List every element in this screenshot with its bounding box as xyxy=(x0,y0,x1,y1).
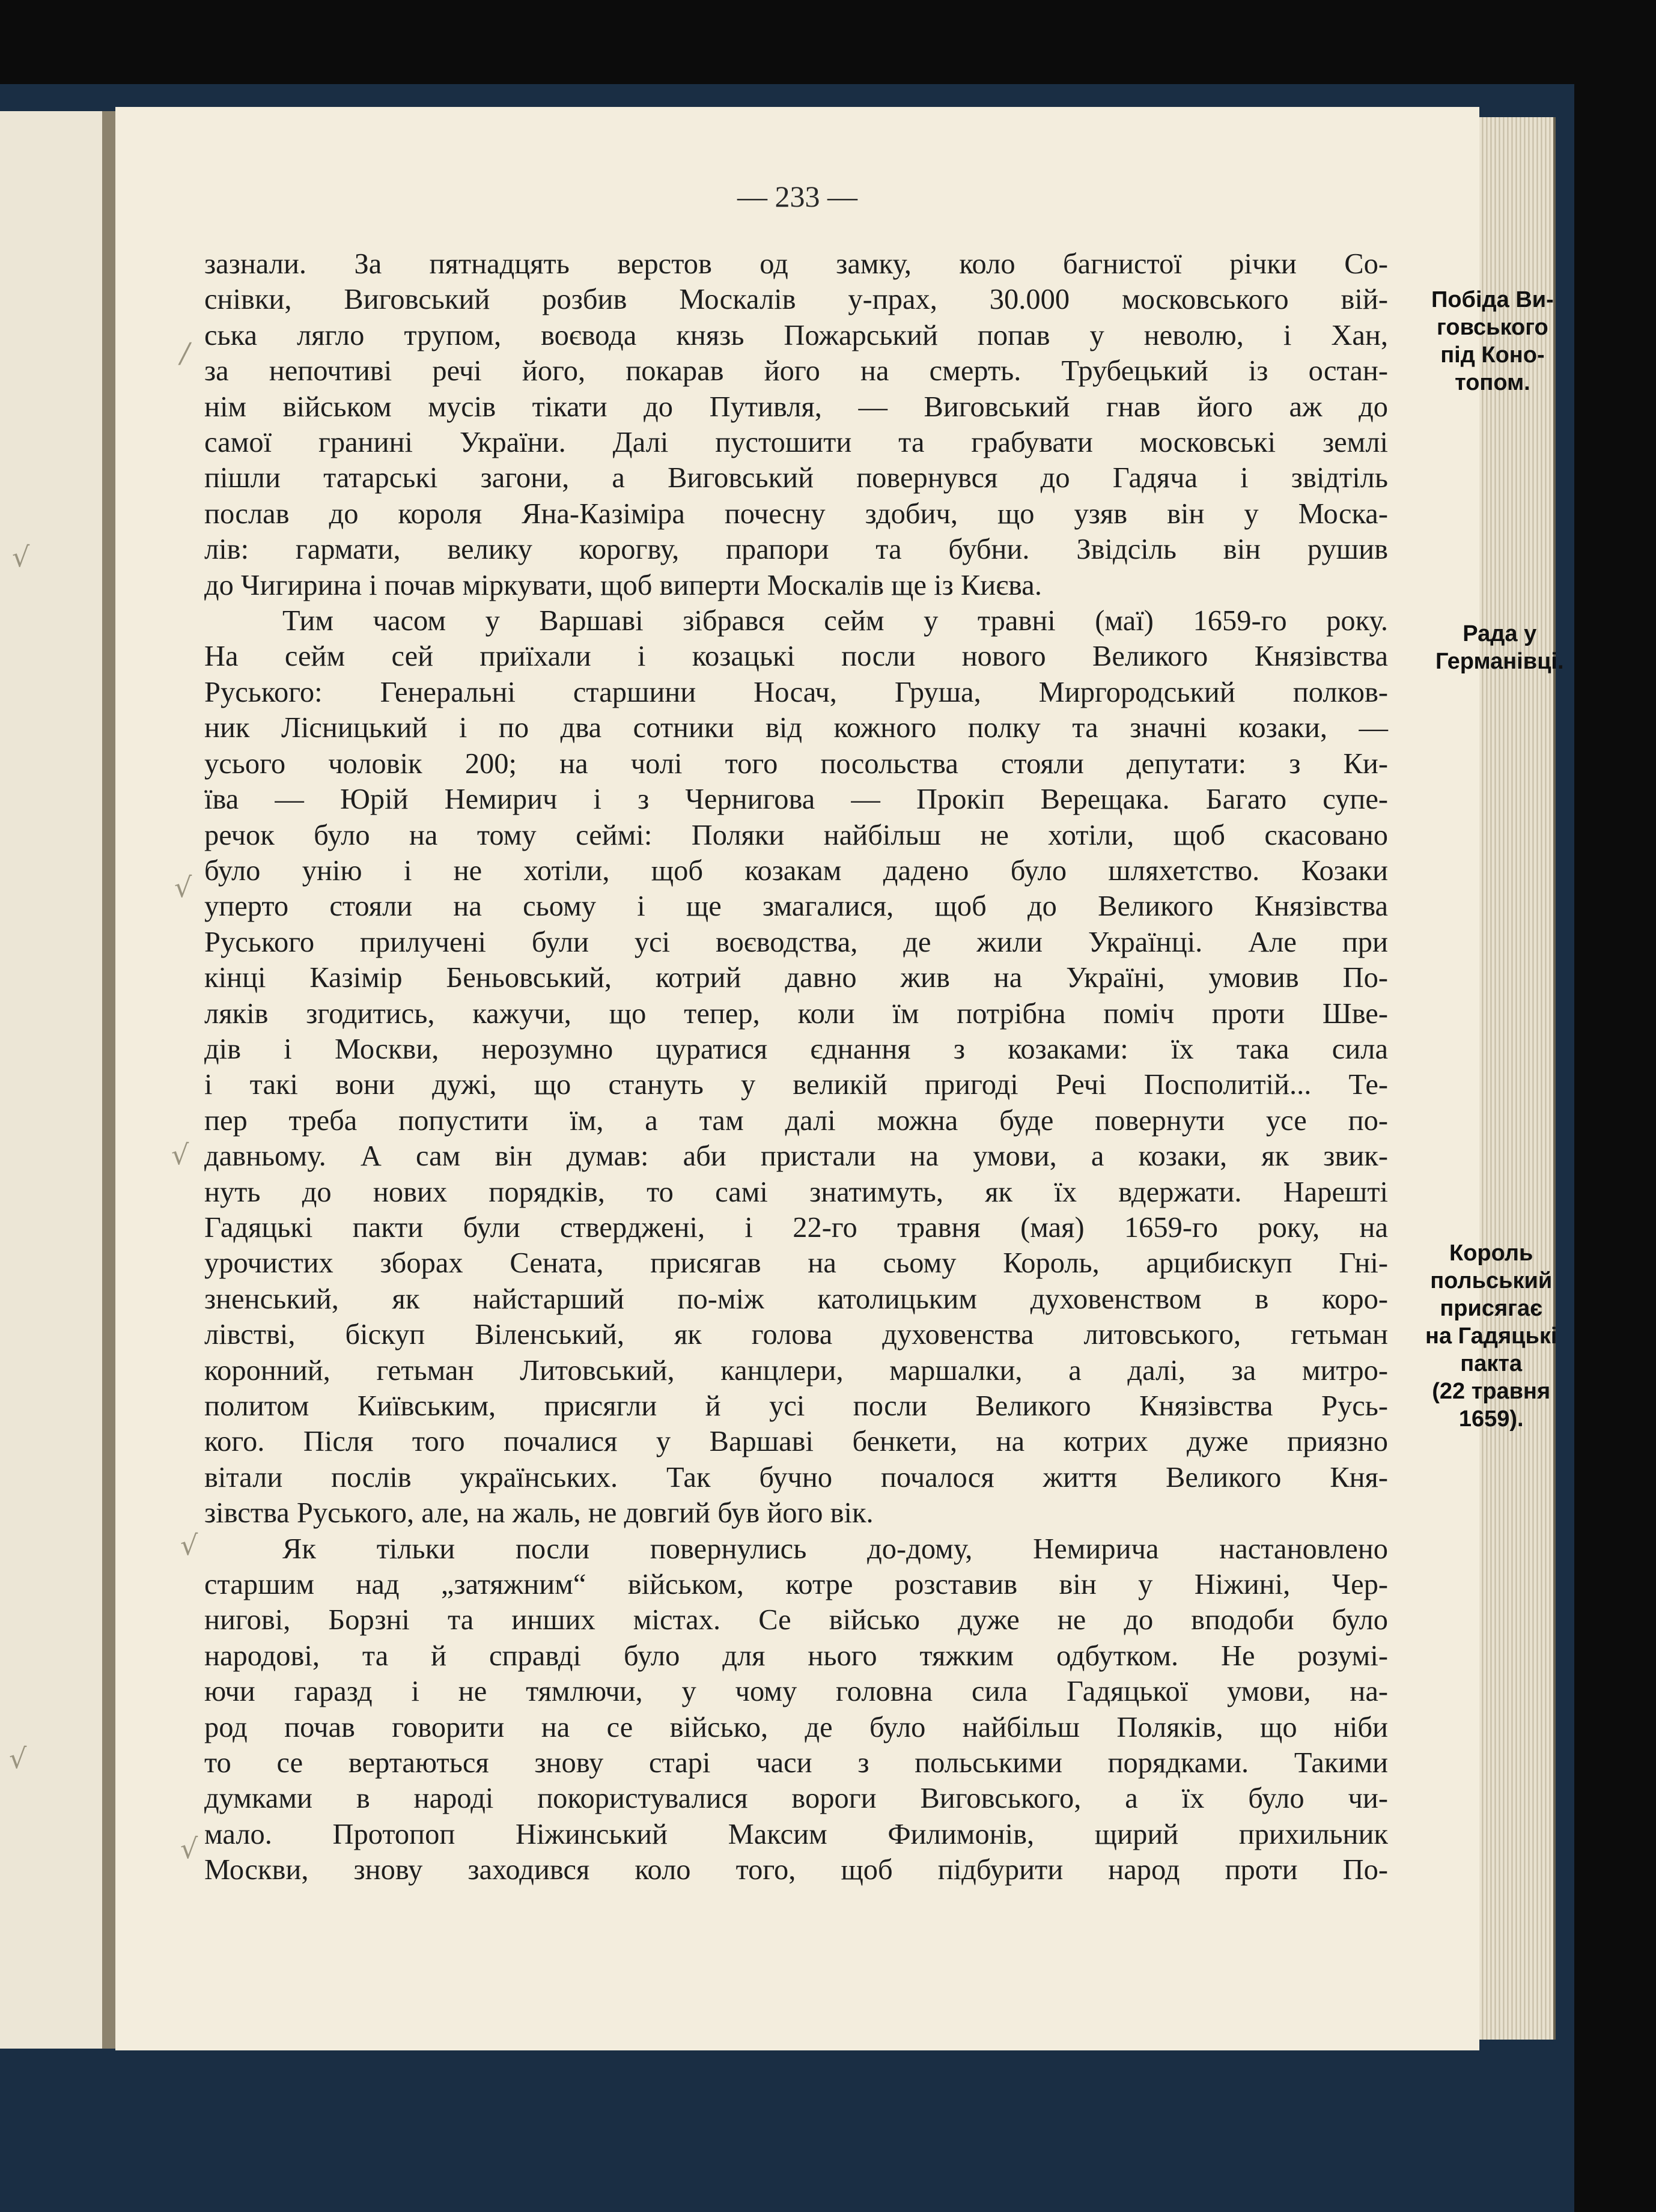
text-line: їва — Юрій Немирич і з Чернигова — Прокіп Верещака. Багато супе- xyxy=(204,783,1388,816)
text-line: дів і Москви, нерозумно цуратися єднання з козаками: їх така сила xyxy=(204,1033,1388,1065)
margin-note-line: Рада у xyxy=(1463,621,1537,646)
text-line: то се вертаються знову старі часи з польськими порядками. Такими xyxy=(204,1747,1388,1779)
text-line: коронний, гетьман Литовський, канцлери, маршалки, а далі, за митро- xyxy=(204,1354,1388,1387)
text-line: политом Київським, присягли й усі посли Великого Князівства Русь- xyxy=(204,1390,1388,1422)
margin-note-konotop xyxy=(1431,286,1554,397)
pencil-mark: √ xyxy=(174,871,192,904)
text-line: пер треба попустити їм, а там далі можна буде повернути усе по- xyxy=(204,1104,1388,1137)
text-line: зненський, як найстарший по-між католицьким духовенством в коро- xyxy=(204,1283,1388,1315)
text-line: урочистих зборах Сената, присягав на сьому Король, арцибискуп Гні- xyxy=(204,1247,1388,1280)
text-line: самої гранині України. Далі пустошити та грабувати московські землі xyxy=(204,427,1388,459)
text-line: ська лягло трупом, воєвода князь Пожарський попав у неволю, і Хан, xyxy=(204,319,1388,351)
margin-note-line: Король xyxy=(1449,1241,1533,1266)
text-line: старшим над „затяжним“ військом, котре розставив він у Ніжині, Чер- xyxy=(204,1569,1388,1601)
text-line: і такі вони дужі, що стануть у великій пригоді Речі Посполитій... Те- xyxy=(204,1069,1388,1101)
pencil-mark: √ xyxy=(12,541,30,573)
text-line: Гадяцькі пакти були стверджені, і 22-го травня (мая) 1659-го року, на xyxy=(204,1211,1388,1244)
margin-note-line: присягає xyxy=(1440,1296,1543,1321)
text-line: нім військом мусів тікати до Путивля, — Виговський гнав його аж до xyxy=(204,390,1388,423)
margin-note-line: Германівці. xyxy=(1435,649,1564,674)
text-line: мало. Протопоп Ніжинський Максим Филимонів, щирий прихильник xyxy=(204,1818,1388,1850)
text-line: Руського: Генеральні старшини Носач, Груша, Миргородський полков- xyxy=(204,676,1388,708)
text-line: На сейм сей приїхали і козацькі посли нового Великого Князівства xyxy=(204,640,1388,673)
pencil-mark: √ xyxy=(180,1529,198,1561)
text-line: род почав говорити на се військо, де було найбільш Поляків, що ніби xyxy=(204,1711,1388,1743)
text-line: до Чигирина і почав міркувати, щоб виперти Москалів ще із Києва. xyxy=(204,569,1042,601)
text-line: народові, та й справді було для нього тяжким одбутком. Не розумі- xyxy=(204,1639,1388,1672)
text-line: кого. Після того почалися у Варшаві бенкети, на котрих дуже приязно xyxy=(204,1426,1388,1458)
pencil-mark: / xyxy=(180,336,190,369)
text-line: зівства Руського, але, на жаль, не довгий був його вік. xyxy=(204,1497,874,1530)
text-line: пішли татарські загони, а Виговський повернувся до Гадяча і звідтіль xyxy=(204,462,1388,494)
margin-note-king-oath xyxy=(1425,1239,1557,1433)
text-line: Тим часом у Варшаві зібрався сейм у травні (маї) 1659-го року. xyxy=(282,605,1388,637)
text-line: ючи гаразд і не тямлючи, у чому головна сила Гадяцької умови, на- xyxy=(204,1676,1388,1708)
text-line: ляків згодитись, кажучи, що тепер, коли їм потрібна поміч проти Шве- xyxy=(204,997,1388,1030)
text-line: снівки, Виговський розбив Москалів у-прах, 30.000 московського вій- xyxy=(204,284,1388,316)
margin-note-hermanivka xyxy=(1435,620,1564,675)
text-line: думками в народі покористувалися вороги Виговського, а їх було чи- xyxy=(204,1782,1388,1815)
margin-note-line: пакта xyxy=(1460,1351,1523,1376)
margin-note-line: Побіда Ви- xyxy=(1431,287,1554,312)
text-line: давньому. А сам він думав: аби пристали на умови, а козаки, як звик- xyxy=(204,1140,1388,1173)
text-line: зазнали. За пятнадцять верстов од замку, коло багнистої річки Со- xyxy=(204,248,1388,280)
text-line: послав до короля Яна-Казіміра почесну здобич, що узяв він у Моска- xyxy=(204,497,1388,530)
book-gutter xyxy=(102,111,115,2049)
text-line: Як тільки посли повернулись до-дому, Немирича настановлено xyxy=(282,1533,1388,1565)
margin-note-line: топом. xyxy=(1455,370,1530,395)
text-line: за непочтиві речі його, покарав його на смерть. Трубецький із остан- xyxy=(204,355,1388,387)
margin-note-line: говського xyxy=(1437,315,1548,340)
text-line: нигові, Борзні та инших містах. Се військо дуже не до вподоби було xyxy=(204,1604,1388,1636)
pencil-mark: √ xyxy=(9,1742,27,1775)
text-line: ник Лісницький і по два сотники від кожного полку та значні козаки, — xyxy=(204,712,1388,744)
text-line: усього чоловік 200; на чолі того посольства стояли депутати: з Ки- xyxy=(204,747,1388,780)
text-line: лів: гармати, велику корогву, прапори та бубни. Звідсіль він рушив xyxy=(204,533,1388,566)
body-text xyxy=(204,246,1388,1888)
text-line: лівстві, біскуп Віленський, як голова духовенства литовського, гетьман xyxy=(204,1319,1388,1351)
pencil-mark: √ xyxy=(171,1138,189,1171)
text-line: було унію і не хотіли, щоб козакам дадено було шляхетство. Козаки xyxy=(204,854,1388,887)
margin-note-line: під Коно- xyxy=(1440,342,1545,368)
margin-note-line: (22 травня xyxy=(1432,1379,1551,1404)
text-line: речок було на тому сеймі: Поляки найбільш не хотіли, щоб скасовано xyxy=(204,819,1388,851)
book-page xyxy=(115,107,1564,2050)
text-line: вітали послів українських. Так бучно почалося життя Великого Кня- xyxy=(204,1461,1388,1493)
text-line: Москви, знову заходився коло того, щоб підбурити народ проти По- xyxy=(204,1854,1388,1886)
page-number: — 233 — xyxy=(737,180,857,213)
pencil-mark: √ xyxy=(180,1832,198,1865)
text-line: уперто стояли на сьому і ще змагалися, щоб до Великого Князівства xyxy=(204,890,1388,923)
text-line: нуть до нових порядків, то самі знатимуть, як їх вдержати. Нарешті xyxy=(204,1176,1388,1208)
text-line: кінці Казімір Беньовський, котрий давно жив на Україні, умовив По- xyxy=(204,962,1388,994)
margin-note-line: 1659). xyxy=(1458,1406,1524,1432)
margin-note-line: польський xyxy=(1430,1268,1553,1293)
text-line: Руського прилучені були усі воєводства, де жили Українці. Але при xyxy=(204,926,1388,958)
page-block-edges xyxy=(1475,117,1556,2040)
margin-note-line: на Гадяцькі xyxy=(1425,1323,1557,1349)
